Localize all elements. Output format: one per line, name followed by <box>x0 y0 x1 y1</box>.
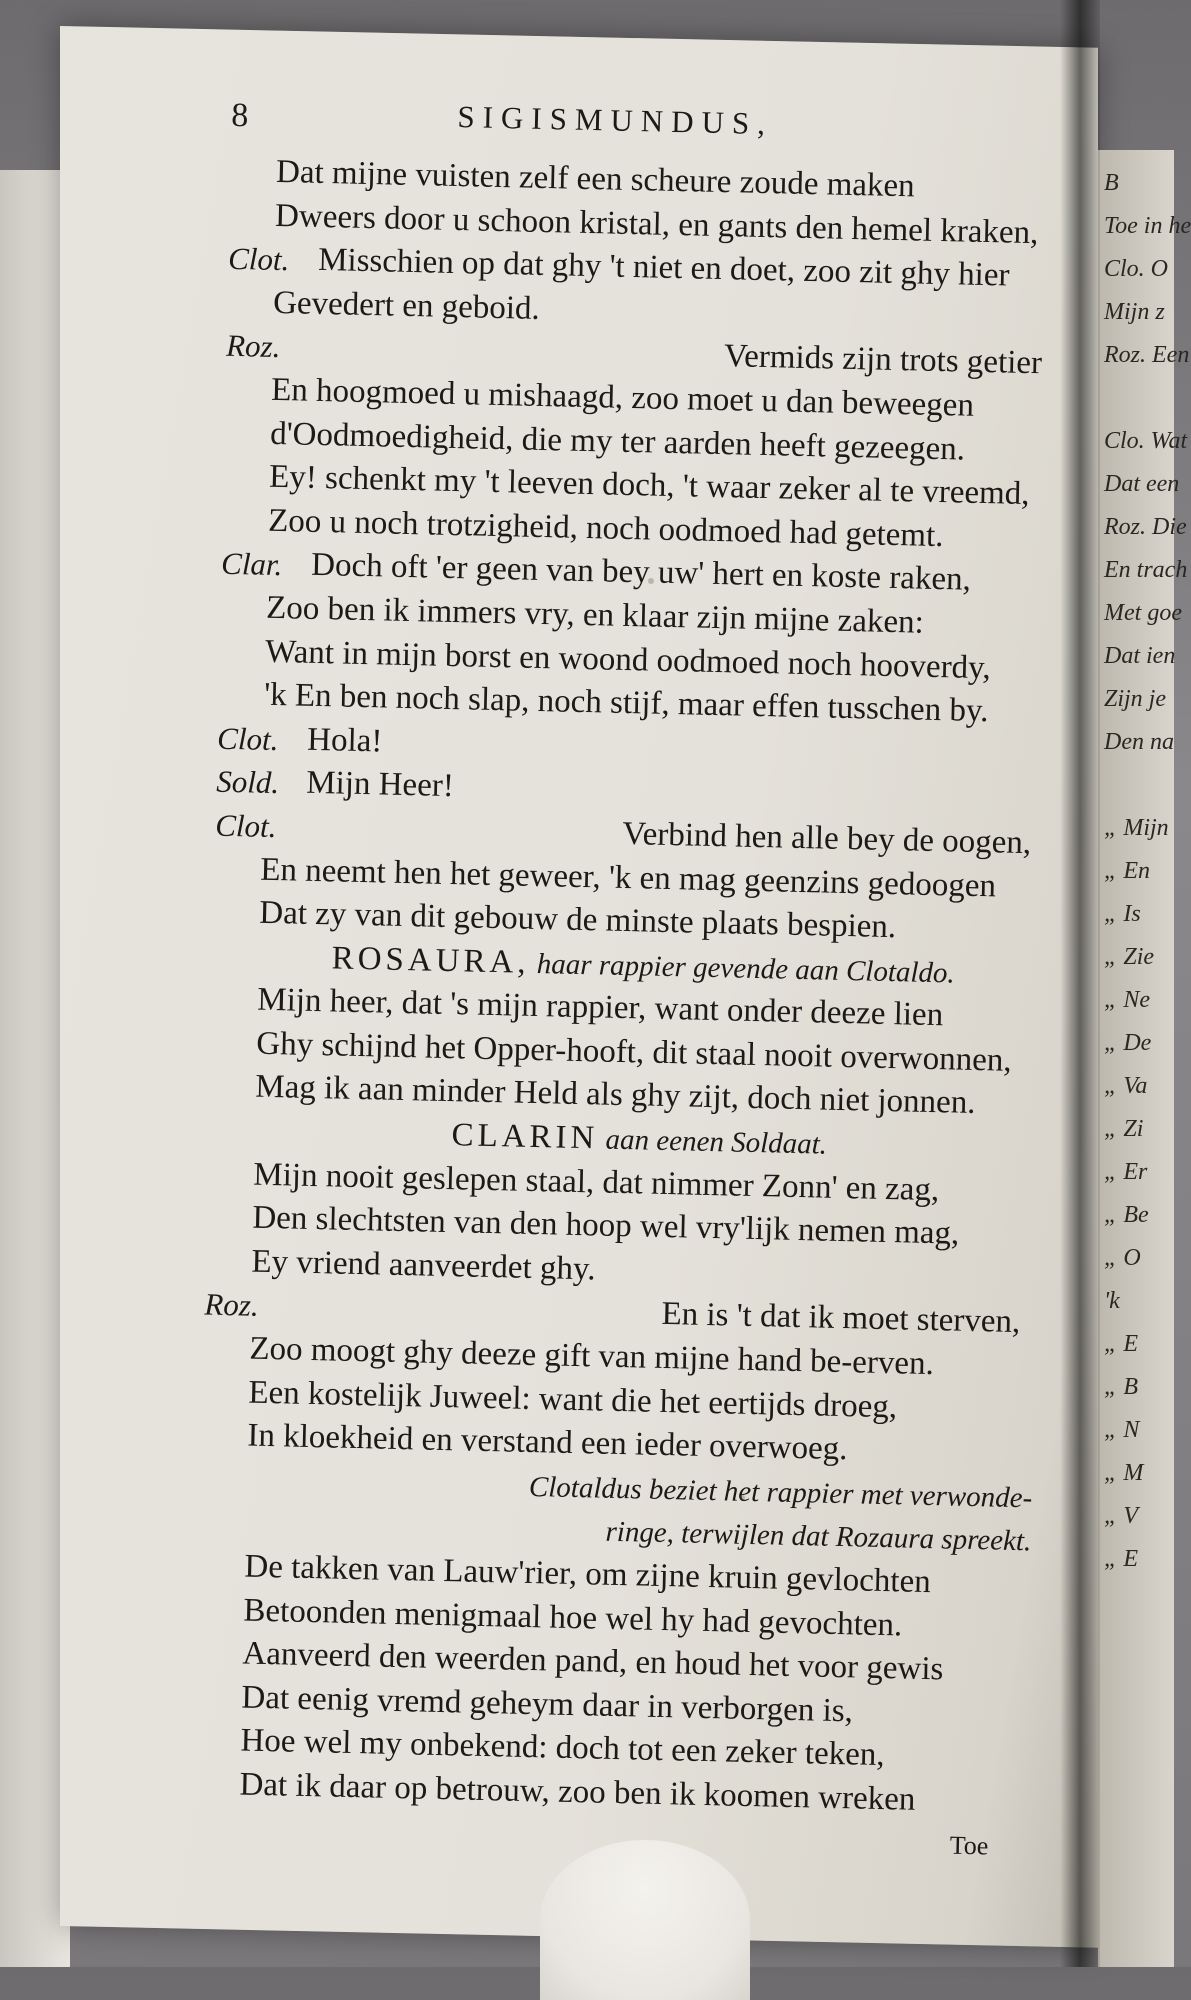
speaker-name: Clot. <box>214 807 277 844</box>
verse-text: Zoo ben ik immers vry, en klaar zijn mijne zaken: <box>265 589 925 641</box>
facing-page-fragment: Den na <box>1104 729 1174 755</box>
verse-text: Zoo moogt ghy deeze gift van mijne hand be-erven. <box>249 1330 935 1383</box>
facing-page-fragment: „ Be <box>1104 1202 1149 1228</box>
catchword: Toe <box>949 1830 989 1861</box>
verse-text: Dweers door u schoon kristal, en gants den hemel kraken, <box>274 197 1039 251</box>
facing-page-fragment: „ Is <box>1104 901 1141 927</box>
speaker-name: Clot. <box>216 720 279 757</box>
verse-text: Hoe wel my onbekend: doch tot een zeker teken, <box>240 1722 885 1774</box>
facing-page-fragment: „ V <box>1104 1503 1139 1529</box>
stage-direction: ringe, terwijlen dat Rozaura spreekt. <box>605 1516 1032 1558</box>
facing-page-fragment: „ Zi <box>1104 1116 1144 1142</box>
stage-speaker: ROSAURA, <box>331 940 531 981</box>
facing-page-fragment: „ O <box>1104 1245 1141 1271</box>
facing-page-fragment: „ M <box>1104 1460 1144 1486</box>
verse-text: Doch oft 'er geen van bey uw' hert en koste raken, <box>310 547 972 599</box>
facing-page-fragment: „ B <box>1104 1374 1139 1400</box>
facing-page-fragment: Toe in he <box>1104 213 1191 239</box>
verse-text: Want in mijn borst en woond oodmoed noch hooverdy, <box>264 633 992 686</box>
book-page-right <box>1098 150 1191 1967</box>
stage-direction: Clotaldus beziet het rappier met verwonde- <box>528 1470 1033 1515</box>
facing-page-fragment: „ E <box>1104 1331 1139 1357</box>
verse-text: Ey vriend aanveerdet ghy. <box>251 1243 596 1288</box>
verse-text: Misschien op dat ghy 't niet en doet, zoo zit ghy hier <box>317 242 1010 294</box>
running-title: SIGISMUNDUS, <box>457 98 774 142</box>
facing-page-fragment: B <box>1104 170 1119 196</box>
stage-speaker: CLARIN <box>451 1117 599 1157</box>
facing-page-fragment: 'k <box>1104 1288 1120 1314</box>
verse-text: Dat zy van dit gebouw de minste plaats bespien. <box>258 894 897 946</box>
facing-page-fragment: Clo. O <box>1104 256 1169 282</box>
verse-text: Mijn heer, dat 's mijn rappier, want onder deeze lien <box>256 981 944 1034</box>
facing-page-fragment: „ Er <box>1104 1159 1148 1185</box>
verse-text: d'Oodmoedigheid, die my ter aarden heeft gezeegen. <box>269 415 966 468</box>
speaker-name: Sold. <box>215 764 280 801</box>
facing-page-fragment: „ En <box>1104 858 1151 884</box>
stage-direction: haar rappier gevende aan Clotaldo. <box>529 947 956 990</box>
facing-page-fragment: „ N <box>1104 1417 1140 1443</box>
verse-text: Een kostelijk Juweel: want die het eertijds droeg, <box>248 1374 898 1425</box>
verse-text: En neemt hen het geweer, 'k en mag geenzins gedoogen <box>259 851 997 904</box>
verse-text: Dat eenig vremd geheym daar in verborgen is, <box>241 1679 854 1730</box>
speaker-name: Clar. <box>220 546 283 583</box>
verse-text: Hola! <box>306 721 383 760</box>
speaker-name: Roz. <box>225 328 281 365</box>
verse-text: Aanveerd den weerden pand, en houd het voor gewis <box>242 1635 944 1688</box>
verse-text: Verbind hen alle bey de oogen, <box>622 815 1032 862</box>
facing-page-fragment: Mijn z <box>1104 299 1165 325</box>
facing-page-fragment: Roz. Een <box>1104 342 1190 368</box>
verse-text: 'k En ben noch slap, noch stijf, maar effen tusschen by. <box>263 676 989 730</box>
verse-text: In kloekheid en verstand een ieder overwoeg. <box>247 1417 848 1468</box>
facing-page-fragment: Dat ien <box>1104 643 1176 669</box>
facing-page-fragment: En trach <box>1104 557 1188 583</box>
facing-page-fragment: „ Mijn <box>1104 815 1169 841</box>
speaker-name: Roz. <box>204 1286 260 1324</box>
facing-page-fragment: „ De <box>1104 1030 1152 1056</box>
verse-text: Gevedert en geboid. <box>272 284 541 327</box>
verse-lines <box>199 150 1086 1825</box>
verse-text: Ghy schijnd het Opper-hooft, dit staal nooit overwonnen, <box>255 1025 1013 1079</box>
thumb <box>540 1840 750 2000</box>
facing-page-fragment: „ E <box>1104 1546 1139 1572</box>
facing-page-fragment: Met goe <box>1104 600 1182 626</box>
verse-text: Dat mijne vuisten zelf een scheure zoude maken <box>275 153 916 205</box>
verse-text: Mijn nooit geslepen staal, dat nimmer Zonn' en zag, <box>252 1156 940 1208</box>
verse-text: Den slechtsten van den hoop wel vry'lijk nemen mag, <box>252 1199 960 1252</box>
verse-text: Dat ik daar op betrouw, zoo ben ik koomen wreken <box>239 1766 916 1818</box>
verse-text: Zoo u noch trotzigheid, noch oodmoed had getemt. <box>267 502 944 554</box>
verse-text: Betoonden menigmaal hoe wel hy had gevochten. <box>243 1592 903 1644</box>
facing-page-fragment: Clo. Wat <box>1104 428 1188 454</box>
verse-text: Mag ik aan minder Held als ghy zijt, doch niet jonnen. <box>254 1069 976 1122</box>
verse-text: En is 't dat ik moet sterven, <box>661 1296 1021 1341</box>
facing-page-fragment: Dat een <box>1104 471 1180 497</box>
verse-text: En hoogmoed u mishaagd, zoo moet u dan beweegen <box>270 371 975 424</box>
speaker-name: Clot. <box>227 241 290 278</box>
verse-text: De takken van Lauw'rier, om zijne kruin gevlochten <box>244 1548 932 1601</box>
facing-page-fragment: „ Va <box>1104 1073 1148 1099</box>
page-text <box>198 90 1088 1869</box>
facing-page-fragment: „ Zie <box>1104 944 1155 970</box>
paper-fleck <box>740 1495 745 1500</box>
facing-page-fragment: „ Ne <box>1104 987 1151 1013</box>
verse-text: Vermids zijn trots getier <box>723 338 1043 382</box>
verse-text: Ey! schenkt my 't leeven doch, 't waar zeker al te vreemd, <box>268 458 1030 513</box>
facing-page-fragment: Zijn je <box>1104 686 1167 712</box>
stage-direction: aan eenen Soldaat. <box>597 1123 828 1161</box>
verse-text: Mijn Heer! <box>305 765 455 805</box>
page-number: 8 <box>231 96 249 135</box>
paper-fleck <box>648 578 654 584</box>
facing-page-fragment: Roz. Die <box>1104 514 1187 540</box>
